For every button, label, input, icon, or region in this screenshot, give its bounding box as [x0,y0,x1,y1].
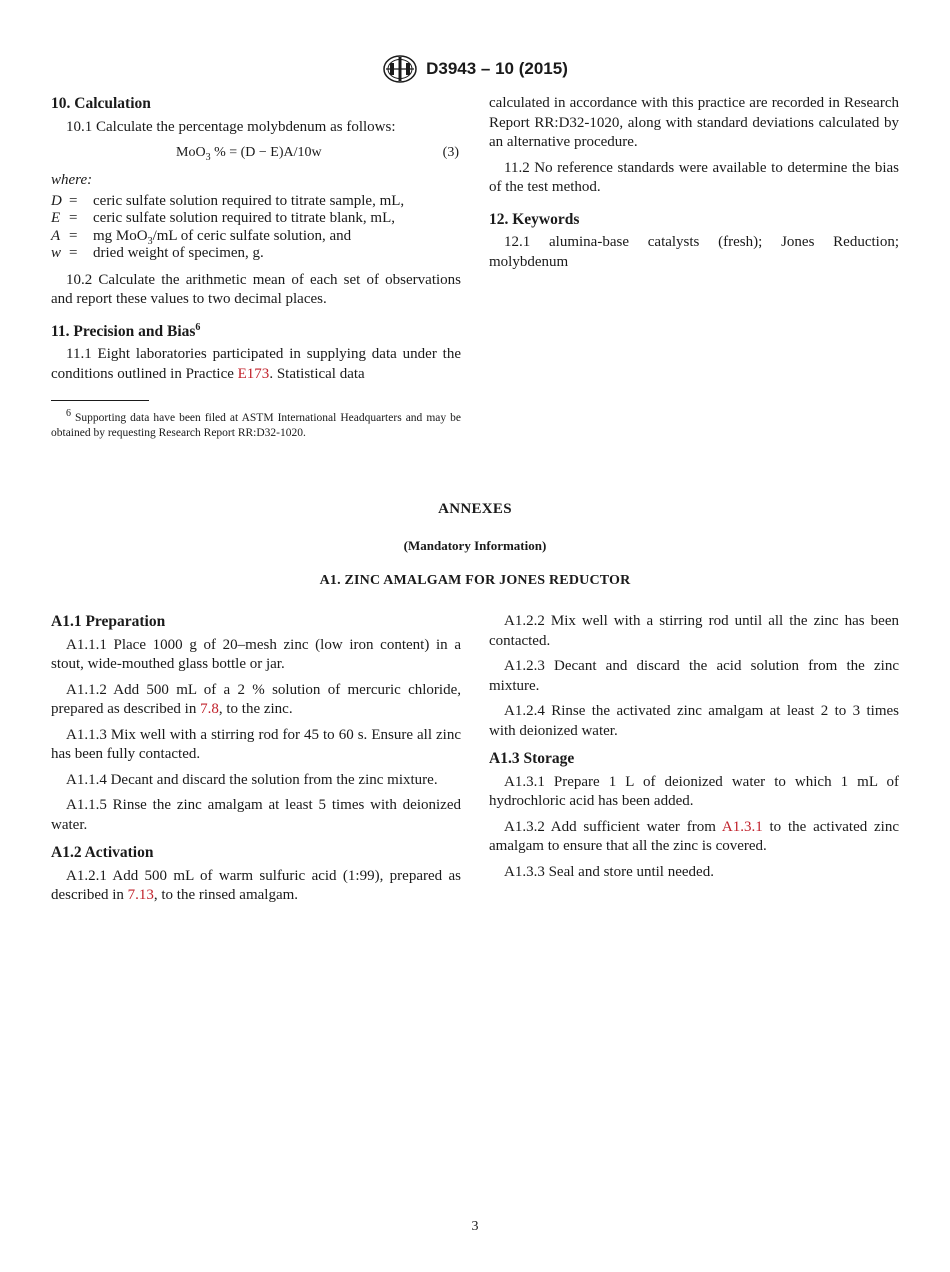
equation-number: (3) [442,145,459,160]
para-a1-1-2: A1.1.2 Add 500 mL of a 2 % solution of mercuric chloride, prepared as described in 7.8, to the zinc. [51,681,461,717]
mandatory-info-heading: (Mandatory Information) [403,538,547,553]
para-11-1-continued: calculated in accordance with this practice are recorded in Research Report RR:D32-1020, along with standard deviations calculated by an alternative procedure. [489,95,899,150]
annex-a1-title: A1. ZINC AMALGAM FOR JONES REDUCTOR [319,573,631,588]
para-a1-3-3: A1.3.3 Seal and store until needed. [504,863,714,880]
para-a1-3-2: A1.3.2 Add sufficient water from A1.3.1 to the activated zinc amalgam to ensure that all the zinc is covered. [489,818,900,854]
definition-row: E = ceric sulfate solution required to titrate blank, mL, [51,210,395,226]
footnote-ref: 6 [195,321,201,333]
para-a1-2-4: A1.2.4 Rinse the activated zinc amalgam at least 2 to 3 times with deionized water. [489,703,899,739]
link-a1-3-1[interactable]: A1.3.1 [721,818,763,835]
para-a1-1-5: A1.1.5 Rinse the zinc amalgam at least 5 times with deionized water. [51,797,461,833]
para-a1-1-4: A1.1.4 Decant and discard the solution from the zinc mixture. [66,771,438,788]
equation-3 [51,143,461,165]
a1-3-title: A1.3 Storage [489,750,575,767]
a1-2-title: A1.2 Activation [51,844,154,861]
equation-formula: MoO$_3$ % = (D − E)A/10w [176,145,322,163]
link-7-8[interactable]: 7.8 [200,701,219,717]
standard-designation: D3943 – 10 (2015) [426,59,568,78]
para-a1-1-3: A1.1.3 Mix well with a stirring rod for 45 to 60 s. Ensure all zinc has been fully contacted. [51,726,461,762]
right-column [489,94,899,278]
section-10-title: 10. Calculation [51,95,151,112]
annex-right-column [489,612,899,888]
section-11-title: 11. Precision and Bias$^6$ [51,321,201,340]
para-10-1: 10.1 Calculate the percentage molybdenum as follows: [66,118,396,135]
page-number: 3 [471,1219,479,1234]
where-label: where: [51,172,93,188]
para-11-2: 11.2 No reference standards were available to determine the bias of the test method. [489,159,899,195]
para-a1-2-1: A1.2.1 Add 500 mL of warm sulfuric acid (1:99), prepared as described in 7.13, to the rinsed amalgam. [51,867,461,903]
annex-left-column [51,612,461,912]
a1-1-title: A1.1 Preparation [51,613,166,630]
annexes-heading: ANNEXES [438,501,512,517]
section-12-title: 12. Keywords [489,210,580,228]
para-11-1: 11.1 Eight laboratories participated in supplying data under the conditions outlined in Practice E173. Statistical data [51,346,461,382]
footnote-6: $^6$ Supporting data have been filed at ASTM International Headquarters and may be obtained by requesting Research Report RR:D32-1020. [51,408,461,439]
para-10-2: 10.2 Calculate the arithmetic mean of each set of observations and report these values to two decimal places. [51,271,461,307]
para-a1-3-1: A1.3.1 Prepare 1 L of deionized water to which 1 mL of hydrochloric acid has been added. [489,773,899,809]
astm-logo-icon [382,54,418,84]
definition-row: A = mg MoO$_3$/mL of ceric sulfate solution, and [51,227,352,247]
para-a1-2-2: A1.2.2 Mix well with a stirring rod until all the zinc has been contacted. [489,613,899,649]
left-column [51,94,461,440]
para-a1-2-3: A1.2.3 Decant and discard the acid solution from the zinc mixture. [489,658,899,694]
link-e173[interactable]: E173 [237,365,270,382]
definition-row: D = ceric sulfate solution required to titrate sample, mL, [51,192,405,209]
definition-row: w = dried weight of specimen, g. [51,245,264,261]
para-12-1: 12.1 alumina-base catalysts (fresh); Jones Reduction; molybdenum [489,234,899,270]
page-header [0,54,950,84]
variable-definitions [51,193,461,263]
link-7-13[interactable]: 7.13 [127,887,154,903]
footnote-divider [51,400,149,401]
para-a1-1-1: A1.1.1 Place 1000 g of 20–mesh zinc (low iron content) in a stout, wide-mouthed glass bottle or jar. [51,636,461,672]
